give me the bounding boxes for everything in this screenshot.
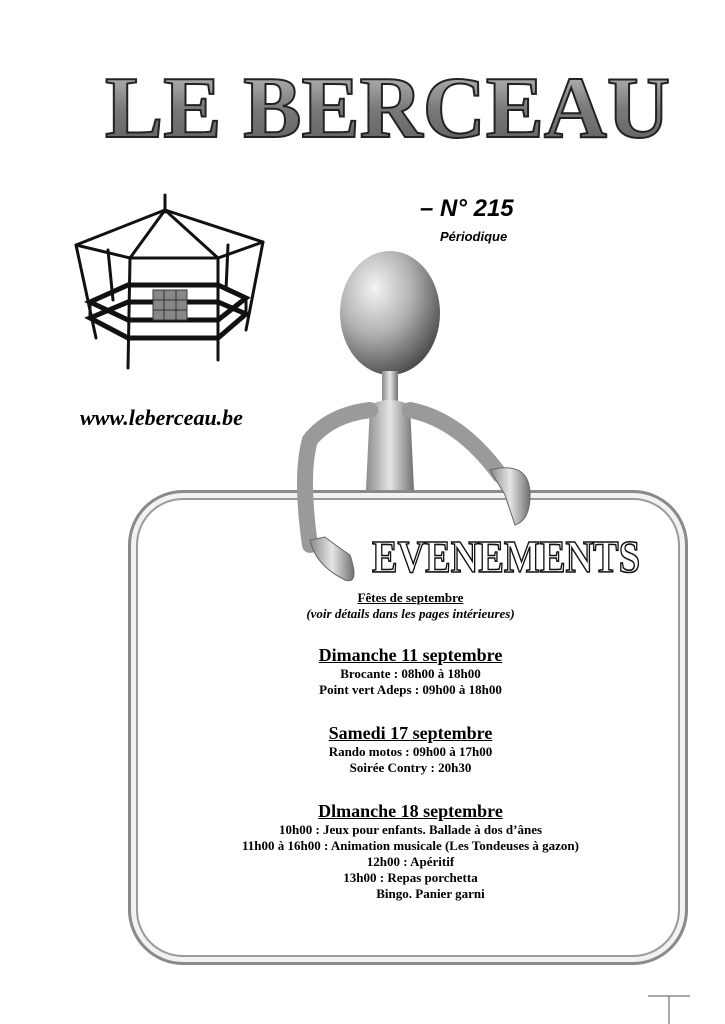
event-item: 13h00 : Repas porchetta [343,870,478,885]
festival-note: (voir détails dans les pages intérieures) [306,606,515,621]
day-title: Dimanche 11 septembre [318,645,503,665]
events-heading [370,530,645,582]
festival-title: Fêtes de septembre [357,590,464,605]
issue-number: – N° 215 [420,195,514,222]
page-title [100,55,680,157]
gazebo-logo-icon [68,190,268,375]
website-link[interactable]: www.leberceau.be [80,405,243,430]
day-title: Samedi 17 septembre [328,723,493,743]
crop-mark [648,994,690,1024]
event-item: 12h00 : Apéritif [366,854,455,869]
event-item: 11h00 à 16h00 : Animation musicale (Les Tondeuses à gazon) [242,838,579,853]
events-content [128,590,693,902]
event-item: Brocante : 08h00 à 18h00 [340,666,481,681]
title-text: LE BERCEAU [105,60,670,157]
event-item: Point vert Adeps : 09h00 à 18h00 [319,682,502,697]
periodic-label: Périodique [440,229,508,244]
event-item: 10h00 : Jeux pour enfants. Ballade à dos d’ânes [278,822,543,837]
day-title: Dlmanche 18 septembre [318,801,503,821]
events-heading-text: EVENEMENTS [372,531,640,582]
event-item: Bingo. Panier garni [376,886,485,901]
event-item: Soirée Contry : 20h30 [349,760,472,775]
event-item: Rando motos : 09h00 à 17h00 [328,744,493,759]
